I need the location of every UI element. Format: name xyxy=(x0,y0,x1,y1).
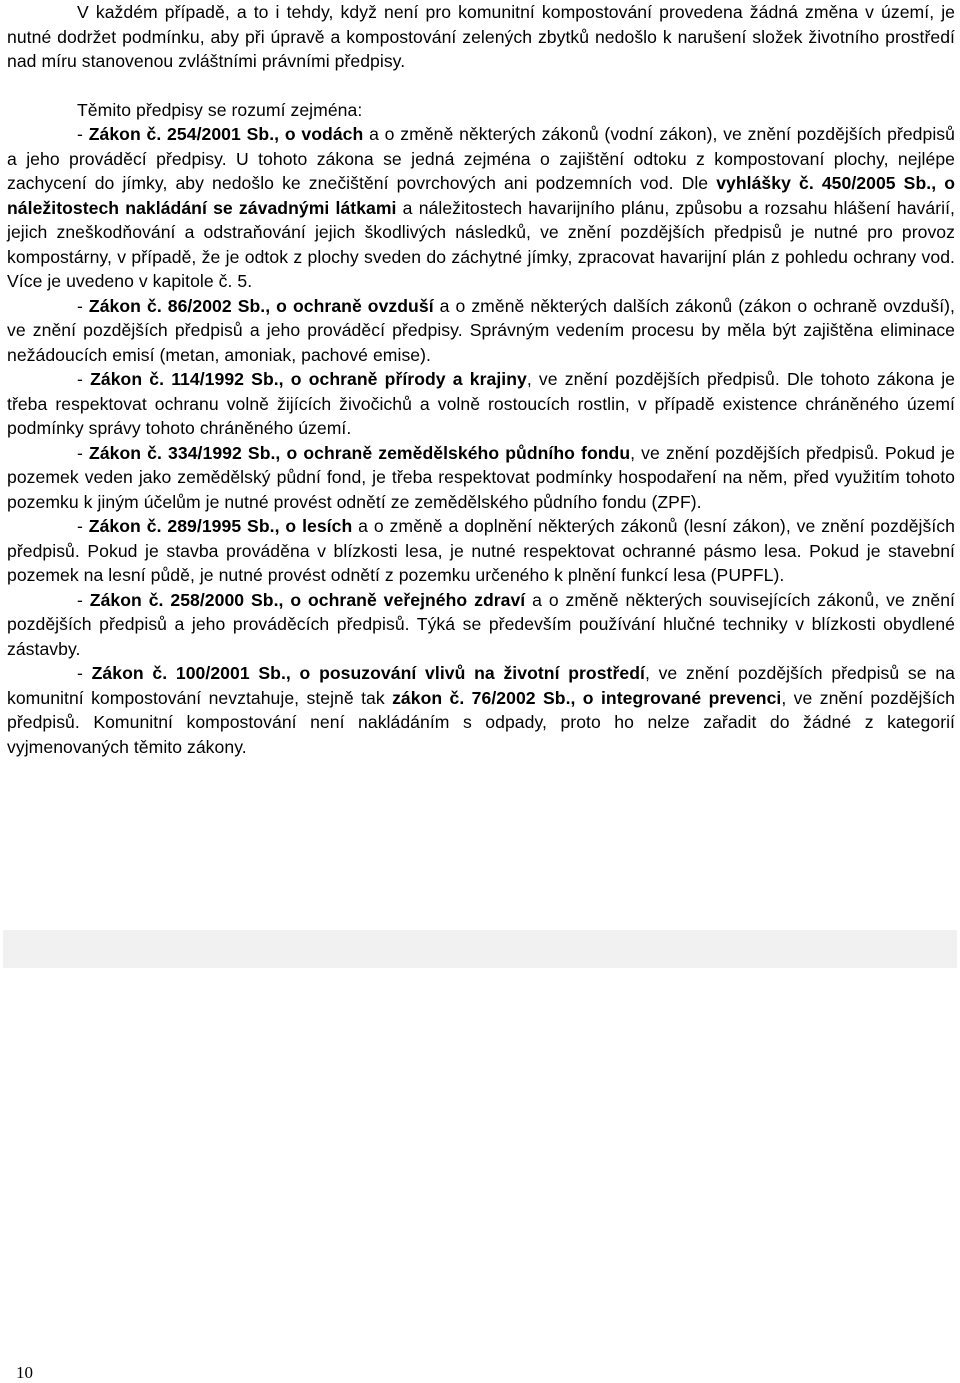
law-title: Zákon č. 86/2002 Sb., o ochraně ovzduší xyxy=(88,295,434,316)
footer-separator-band xyxy=(3,930,957,968)
law-item-water: - Zákon č. 254/2001 Sb., o vodách a o změně některých zákonů (vodní zákon), ve znění pozdějších předpisů a jeho prováděcí předpisy. U tohoto zákona se jedná zejména o zajištění odtoku z kompostovaní plochy, nejlépe zachycení do jímky, aby nedošlo ke znečištění povrchových ani podzemních vod. Dle vyhlášky č. 450/2005 Sb., o náležitostech nakládání se závadnými látkami a náležitostech havarijního plánu, způsobu a rozsahu hlášení havárií, jejich zneškodňování a odstraňování jejich škodlivých následků, ve znění pozdějších předpisů je nutné pro provoz kompostárny, v případě, že je odtok z plochy sveden do záchytné jímky, zpracovat havarijní plán z pohledu ochrany vod. Více je uvedeno v kapitole č. 5. xyxy=(7,124,955,291)
law-item-forests: - Zákon č. 289/1995 Sb., o lesích a o změně a doplnění některých zákonů (lesní zákon), ve znění pozdějších předpisů. Pokud je stavba prováděna v blízkosti lesa, je nutné respektovat ochranné pásmo lesa. Pokud je stavební pozemek na lesní půdě, je nutné provést odnětí z pozemku určeného k plnění funkcí lesa (PUPFL). xyxy=(7,516,955,585)
law-item-public-health: - Zákon č. 258/2000 Sb., o ochraně veřejného zdraví a o změně některých souvisejících zákonů, ve znění pozdějších předpisů a jeho prováděcích předpisů. Týká se především používání hlučné techniky v blízkosti obydlené zástavby. xyxy=(7,589,955,659)
paragraph-gap xyxy=(7,74,955,98)
document-body xyxy=(7,0,955,759)
decree-title: vyhlášky č. 450/2005 Sb., o náležitostech nakládání se závadnými látkami xyxy=(7,173,955,218)
paragraph-lead-in: Těmito předpisy se rozumí zejména: xyxy=(77,99,363,120)
law-item-nature: - Zákon č. 114/1992 Sb., o ochraně přírody a krajiny, ve znění pozdějších předpisů. Dle tohoto zákona je třeba respektovat ochranu volně žijících živočichů a volně rostoucích rostlin, v případě existence chráněného území podmínky správy tohoto chráněného území. xyxy=(7,369,955,438)
law-title-secondary: zákon č. 76/2002 Sb., o integrované prevenci xyxy=(392,687,782,708)
law-item-air: - Zákon č. 86/2002 Sb., o ochraně ovzduší a o změně některých dalších zákonů (zákon o ochraně ovzduší), ve znění pozdějších předpisů a jeho prováděcí předpisy. Správným vedením procesu by měla být zajištěna eliminace nežádoucích emisí (metan, amoniak, pachové emise). xyxy=(7,295,955,365)
law-item-agricultural-land: - Zákon č. 334/1992 Sb., o ochraně zemědělského půdního fondu, ve znění pozdějších předpisů. Pokud je pozemek veden jako zemědělský půdní fond, je třeba respektovat podmínky hospodaření na něm, před využitím tohoto pozemku k jiným účelům je nutné provést odnětí ze zemědělského půdního fondu (ZPF). xyxy=(7,442,955,512)
law-item-eia: - Zákon č. 100/2001 Sb., o posuzování vlivů na životní prostředí, ve znění pozdějších předpisů se na komunitní kompostování nevztahuje, stejně tak zákon č. 76/2002 Sb., o integrované prevenci, ve znění pozdějších předpisů. Komunitní kompostování není nakládáním s odpady, proto ho nelze zařadit do žádné z kategorií vyjmenovaných těmito zákony. xyxy=(7,663,955,757)
law-title: Zákon č. 334/1992 Sb., o ochraně zemědělského půdního fondu xyxy=(89,442,631,463)
law-title: Zákon č. 114/1992 Sb., o ochraně přírody a krajiny xyxy=(90,369,527,389)
law-title: Zákon č. 100/2001 Sb., o posuzování vlivů na životní prostředí xyxy=(91,663,645,683)
page-number: 10 xyxy=(16,1363,33,1382)
law-title: Zákon č. 289/1995 Sb., o lesích xyxy=(88,516,353,536)
law-title: Zákon č. 258/2000 Sb., o ochraně veřejného zdraví xyxy=(89,589,526,610)
paragraph-intro: V každém případě, a to i tehdy, když není pro komunitní kompostování provedena žádná změna v území, je nutné dodržet podmínku, aby při úpravě a kompostování zelených zbytků nedošlo k narušení složek životního prostředí nad míru stanovenou zvláštními právními předpisy. xyxy=(7,2,955,71)
law-title: Zákon č. 254/2001 Sb., o vodách xyxy=(88,124,364,144)
